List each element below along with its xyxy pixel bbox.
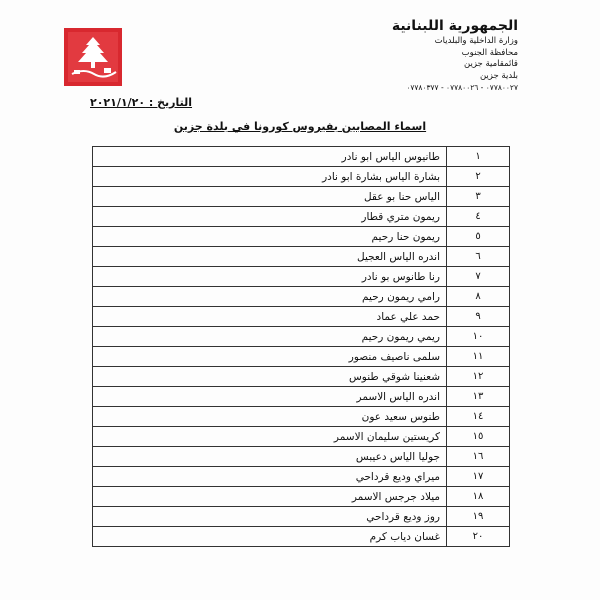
row-number: ١٨ bbox=[447, 487, 510, 507]
patient-name: شعنينا شوقي طنوس bbox=[93, 367, 447, 387]
patient-name: رنا طانوس بو نادر bbox=[93, 267, 447, 287]
patient-name: ريمون متري قطار bbox=[93, 207, 447, 227]
row-number: ١٠ bbox=[447, 327, 510, 347]
patient-name: ميلاد جرجس الاسمر bbox=[93, 487, 447, 507]
governorate-line: محافظة الجنوب bbox=[461, 47, 518, 58]
table-row bbox=[93, 347, 510, 367]
patient-name: اندره الياس العجيل bbox=[93, 247, 447, 267]
names-table bbox=[92, 146, 510, 547]
table-row bbox=[93, 227, 510, 247]
table-row bbox=[93, 247, 510, 267]
table-row bbox=[93, 407, 510, 427]
patient-name: الياس حنا بو عقل bbox=[93, 187, 447, 207]
patient-name: سلمى ناصيف منصور bbox=[93, 347, 447, 367]
table-row bbox=[93, 467, 510, 487]
row-number: ١٤ bbox=[447, 407, 510, 427]
patient-name: كريستين سليمان الاسمر bbox=[93, 427, 447, 447]
row-number: ٢ bbox=[447, 167, 510, 187]
table-row bbox=[93, 267, 510, 287]
patient-name: ميراي وديع قرداحي bbox=[93, 467, 447, 487]
table-row bbox=[93, 287, 510, 307]
row-number: ٦ bbox=[447, 247, 510, 267]
row-number: ١٩ bbox=[447, 507, 510, 527]
ministry-line: وزارة الداخلية والبلديات bbox=[434, 36, 518, 46]
phone-numbers: ٠٧٧٨٠٠٢٧ - ٠٧٧٨٠٠٢٦ - ٠٧٧٨٠٣٧٧ bbox=[406, 83, 518, 92]
district-line: قائمقامية جزين bbox=[464, 59, 518, 69]
patient-name: جوليا الياس دعيبس bbox=[93, 447, 447, 467]
row-number: ٢٠ bbox=[447, 527, 510, 547]
patient-name: حمد علي عماد bbox=[93, 307, 447, 327]
row-number: ١٦ bbox=[447, 447, 510, 467]
table-row bbox=[93, 367, 510, 387]
row-number: ١ bbox=[447, 147, 510, 167]
row-number: ١١ bbox=[447, 347, 510, 367]
row-number: ٣ bbox=[447, 187, 510, 207]
row-number: ١٢ bbox=[447, 367, 510, 387]
patient-name: غسان دياب كرم bbox=[93, 527, 447, 547]
patient-name: اندره الياس الاسمر bbox=[93, 387, 447, 407]
municipality-logo bbox=[64, 28, 122, 86]
row-number: ٧ bbox=[447, 267, 510, 287]
patient-name: ريمي ريمون رحيم bbox=[93, 327, 447, 347]
table-row bbox=[93, 327, 510, 347]
table-row bbox=[93, 487, 510, 507]
row-number: ١٧ bbox=[447, 467, 510, 487]
patient-name: روز وديع قرداحي bbox=[93, 507, 447, 527]
table-row bbox=[93, 427, 510, 447]
table-row bbox=[93, 307, 510, 327]
row-number: ١٣ bbox=[447, 387, 510, 407]
table-row bbox=[93, 147, 510, 167]
row-number: ٥ bbox=[447, 227, 510, 247]
row-number: ١٥ bbox=[447, 427, 510, 447]
row-number: ٩ bbox=[447, 307, 510, 327]
table-row bbox=[93, 187, 510, 207]
patient-name: ريمون حنا رحيم bbox=[93, 227, 447, 247]
patient-name: طنوس سعيد عون bbox=[93, 407, 447, 427]
document-date: التاريخ : ٢٠٢١/١/٢٠ bbox=[90, 96, 193, 109]
table-row bbox=[93, 447, 510, 467]
table-row bbox=[93, 387, 510, 407]
row-number: ٨ bbox=[447, 287, 510, 307]
row-number: ٤ bbox=[447, 207, 510, 227]
table-row bbox=[93, 167, 510, 187]
republic-heading: الجمهورية اللبنانية bbox=[391, 18, 518, 34]
municipality-line: بلدية جزين bbox=[479, 70, 518, 81]
letterhead bbox=[328, 16, 518, 94]
table-row bbox=[93, 507, 510, 527]
patient-name: بشارة الياس بشارة ابو نادر bbox=[93, 167, 447, 187]
table-row bbox=[93, 527, 510, 547]
patient-name: طانيوس الياس ابو نادر bbox=[93, 147, 447, 167]
table-row bbox=[93, 207, 510, 227]
document-title: اسماء المصابين بفيروس كورونا في بلدة جزين bbox=[173, 120, 427, 133]
patient-name: رامي ريمون رحيم bbox=[93, 287, 447, 307]
